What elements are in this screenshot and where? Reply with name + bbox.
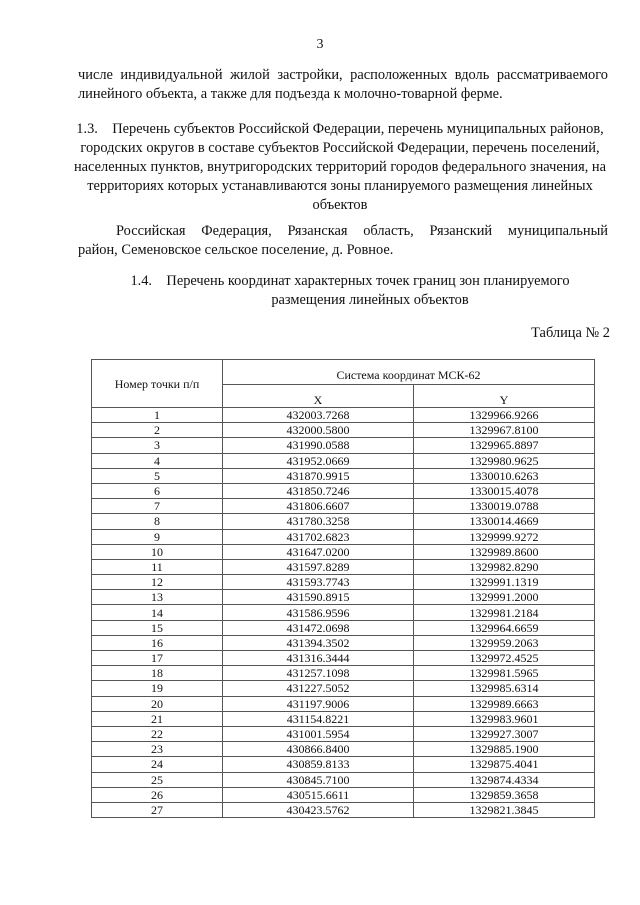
- table-body: [92, 408, 595, 818]
- point-number-cell: 3: [92, 438, 223, 453]
- table-row: [92, 620, 595, 635]
- section-title-line: размещения линейных объектов: [271, 292, 469, 308]
- table-row: [92, 711, 595, 726]
- point-number-cell: 18: [92, 666, 223, 681]
- x-cell: 431780.3258: [223, 514, 414, 529]
- point-number-cell: 19: [92, 681, 223, 696]
- x-cell: 431154.8221: [223, 711, 414, 726]
- y-cell: 1329821.3845: [414, 802, 595, 817]
- section-number: 1.3.: [76, 121, 98, 137]
- table-row: [92, 772, 595, 787]
- paragraph-line: Российская Федерация, Рязанская область, Рязанский муниципальный: [116, 223, 608, 239]
- point-number-cell: 21: [92, 711, 223, 726]
- table-row: [92, 787, 595, 802]
- y-cell: 1329989.6663: [414, 696, 595, 711]
- table-row: [92, 590, 595, 605]
- y-cell: 1329875.4041: [414, 757, 595, 772]
- y-cell: 1329965.8897: [414, 438, 595, 453]
- table-row: [92, 605, 595, 620]
- y-cell: 1329999.9272: [414, 529, 595, 544]
- x-cell: 431001.5954: [223, 726, 414, 741]
- y-cell: 1329981.5965: [414, 666, 595, 681]
- point-number-cell: 13: [92, 590, 223, 605]
- point-number-cell: 5: [92, 468, 223, 483]
- table-row: [92, 544, 595, 559]
- point-number-cell: 22: [92, 726, 223, 741]
- x-cell: 430423.5762: [223, 802, 414, 817]
- y-cell: 1329982.8290: [414, 559, 595, 574]
- point-number-cell: 1: [92, 408, 223, 423]
- header-coordinate-system: Система координат МСК-62: [223, 360, 595, 385]
- table-row: [92, 635, 595, 650]
- table-row: [92, 726, 595, 741]
- table-row: [92, 468, 595, 483]
- point-number-cell: 10: [92, 544, 223, 559]
- x-cell: 431316.3444: [223, 651, 414, 666]
- y-cell: 1330014.4669: [414, 514, 595, 529]
- paragraph-line: числе индивидуальной жилой застройки, расположенных вдоль рассматриваемого: [78, 67, 608, 83]
- x-cell: 431227.5052: [223, 681, 414, 696]
- table-row: [92, 423, 595, 438]
- point-number-cell: 17: [92, 651, 223, 666]
- table-row: [92, 514, 595, 529]
- table-row: [92, 575, 595, 590]
- table-row: [92, 681, 595, 696]
- y-cell: 1329991.2000: [414, 590, 595, 605]
- point-number-cell: 20: [92, 696, 223, 711]
- y-cell: 1329991.1319: [414, 575, 595, 590]
- point-number-cell: 6: [92, 483, 223, 498]
- table-caption: Таблица № 2: [531, 325, 610, 341]
- point-number-cell: 27: [92, 802, 223, 817]
- point-number-cell: 11: [92, 559, 223, 574]
- y-cell: 1329859.3658: [414, 787, 595, 802]
- y-cell: 1329966.9266: [414, 408, 595, 423]
- point-number-cell: 24: [92, 757, 223, 772]
- x-cell: 432000.5800: [223, 423, 414, 438]
- y-cell: 1329967.8100: [414, 423, 595, 438]
- point-number-cell: 2: [92, 423, 223, 438]
- point-number-cell: 26: [92, 787, 223, 802]
- table-row: [92, 408, 595, 423]
- x-cell: 431597.8289: [223, 559, 414, 574]
- x-cell: 431394.3502: [223, 635, 414, 650]
- table-row: [92, 453, 595, 468]
- paragraph-line: район, Семеновское сельское поселение, д. Ровное.: [78, 242, 394, 258]
- y-cell: 1330019.0788: [414, 499, 595, 514]
- x-cell: 431472.0698: [223, 620, 414, 635]
- y-cell: 1329980.9625: [414, 453, 595, 468]
- y-cell: 1329874.4334: [414, 772, 595, 787]
- x-cell: 431850.7246: [223, 483, 414, 498]
- table-row: [92, 757, 595, 772]
- x-cell: 431257.1098: [223, 666, 414, 681]
- point-number-cell: 25: [92, 772, 223, 787]
- y-cell: 1329972.4525: [414, 651, 595, 666]
- y-cell: 1329885.1900: [414, 742, 595, 757]
- section-title-line: Перечень координат характерных точек границ зон планируемого: [166, 273, 570, 289]
- table-row: [92, 438, 595, 453]
- y-cell: 1329989.8600: [414, 544, 595, 559]
- header-point-number: Номер точки п/п: [92, 360, 223, 408]
- point-number-cell: 15: [92, 620, 223, 635]
- x-cell: 431870.9915: [223, 468, 414, 483]
- point-number-cell: 23: [92, 742, 223, 757]
- coordinates-table: [91, 359, 595, 818]
- x-cell: 430859.8133: [223, 757, 414, 772]
- point-number-cell: 7: [92, 499, 223, 514]
- point-number-cell: 8: [92, 514, 223, 529]
- table-row: [92, 559, 595, 574]
- x-cell: 431197.9006: [223, 696, 414, 711]
- y-cell: 1330015.4078: [414, 483, 595, 498]
- section-number: 1.4.: [130, 273, 153, 289]
- x-cell: 430515.6611: [223, 787, 414, 802]
- point-number-cell: 9: [92, 529, 223, 544]
- x-cell: 431702.6823: [223, 529, 414, 544]
- y-cell: 1329985.6314: [414, 681, 595, 696]
- section-title: Перечень субъектов Российской Федерации, перечень муниципальных районов, городских округов в составе субъектов Российской Федерации, перечень поселений, населенных пунктов, внутригородских территорий городов федерального значения, на территориях которых устанавливаются зоны планируемого размещения линейных объектов: [73, 121, 607, 213]
- page-number: 3: [316, 37, 324, 52]
- point-number-cell: 16: [92, 635, 223, 650]
- x-cell: 431952.0669: [223, 453, 414, 468]
- table-row: [92, 802, 595, 817]
- y-cell: 1329964.6659: [414, 620, 595, 635]
- y-cell: 1330010.6263: [414, 468, 595, 483]
- x-cell: 430845.7100: [223, 772, 414, 787]
- table-row: [92, 483, 595, 498]
- table-row: [92, 499, 595, 514]
- section-heading-1-4: [80, 272, 620, 310]
- y-cell: 1329959.2063: [414, 635, 595, 650]
- x-cell: 431590.8915: [223, 590, 414, 605]
- y-cell: 1329981.2184: [414, 605, 595, 620]
- point-number-cell: 12: [92, 575, 223, 590]
- x-cell: 431806.6607: [223, 499, 414, 514]
- table-row: [92, 742, 595, 757]
- y-cell: 1329927.3007: [414, 726, 595, 741]
- section-heading-1-3: [70, 120, 610, 215]
- x-cell: 431990.0588: [223, 438, 414, 453]
- paragraph-line: линейного объекта, а также для подъезда к молочно-товарной ферме.: [78, 86, 503, 102]
- table-row: [92, 696, 595, 711]
- table-row: [92, 529, 595, 544]
- territory-paragraph: [78, 222, 608, 260]
- header-y: Y: [414, 385, 595, 408]
- point-number-cell: 14: [92, 605, 223, 620]
- x-cell: 432003.7268: [223, 408, 414, 423]
- table-row: [92, 651, 595, 666]
- header-x: X: [223, 385, 414, 408]
- x-cell: 431586.9596: [223, 605, 414, 620]
- point-number-cell: 4: [92, 453, 223, 468]
- paragraph-continuation: [78, 66, 608, 104]
- x-cell: 430866.8400: [223, 742, 414, 757]
- table-row: [92, 666, 595, 681]
- x-cell: 431647.0200: [223, 544, 414, 559]
- y-cell: 1329983.9601: [414, 711, 595, 726]
- x-cell: 431593.7743: [223, 575, 414, 590]
